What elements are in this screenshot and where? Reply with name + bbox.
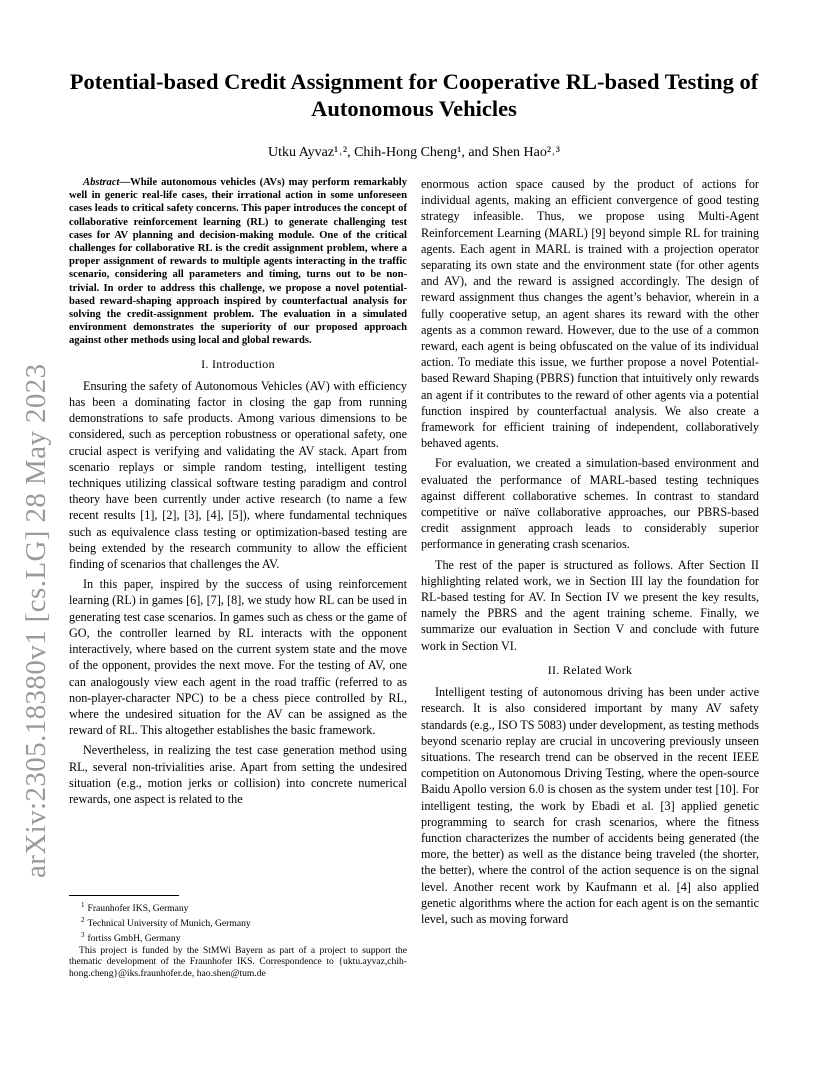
intro-paragraph-1: Ensuring the safety of Autonomous Vehicles (AV) with efficiency has been a dominating factor in closing the gap from running demonstrations to safe products. Among various dimensions to be considered, such as perception robustness or operational safety, one crucial aspect is verifying and validating the AV stack. Apart from scenario replays or simple random testing, intelligent testing techniques utilizing classical software testing paradigm and control theory have been currently under active research (to name a few recent results [1], [2], [3], [4], [5]), where fundamental techniques such as equivalence class testing or optimization-based testing are being extended by the research community to allow the efficient finding of scenarios that challenges the AV.: [69, 378, 407, 572]
intro-paragraph-5: For evaluation, we created a simulation-based environment and evaluated the performance of MARL-based testing techniques against different collaborative schemes. In contrast to standard competitive or naïve collaborative approaches, our PBRS-based credit assignment approach leads to considerably superior performance in generating crash scenarios.: [421, 456, 759, 552]
intro-paragraph-6: The rest of the paper is structured as follows. After Section II highlighting related work, we in Section III lay the foundation for RL-based testing for AV. In Section IV we present the key results, namely the PBRS and the agent training scheme. Finally, we summarize our evaluation in Section V and conclude with future work in Section VI.: [421, 557, 759, 653]
abstract-text: —While autonomous vehicles (AVs) may perform remarkably well in generic real-life cases, their irrational action in some unforeseen cases leads to critical safety concerns. This paper introduces the concept of collaborative reinforcement learning (RL) to generate challenging test cases for AV planning and decision-making module. One of the critical challenges for collaborative RL is the credit assignment problem, where a proper assignment of rewards to multiple agents interacting in the traffic scenario, considering all parameters and timing, turns out to be non-trivial. In order to address this challenge, we propose a novel potential-based reward-shaping approach inspired by counterfactual analysis for solving the credit-assignment problem. The evaluation in a simulated environment demonstrates the superiority of our proposed approach against other methods using local and global rewards.: [69, 177, 407, 347]
footnote-2: $^2$ Technical University of Munich, Germany: [81, 915, 251, 930]
related-work-paragraph-1: Intelligent testing of autonomous driving has been under active research. It is also considered important by many AV safety standards (e.g., ISO TS 5083) under development, as testing methods beyond scenario replay are crucial in uncovering previously unseen situations. The research trend can be observed in the recent IEEE competition on Autonomous Driving Testing, where the open-source Baidu Apollo version 6.0 is chosen as the system under test [10]. For intelligent testing, the work by Ebadi et al. [3] applied genetic programming to search for crash scenarios, where the fitness function characterizes the number of accidents being generated (the more, the better) as well as the distance being traveled (the shorter, the better), where the control of the action sequence is on the signal level. Another recent work by Kaufmann et al. [4] also applied genetic algorithms where the action for each agent is on the semantic level, such as moving forward: [421, 685, 759, 926]
footnote-rule: [69, 895, 179, 896]
paper-title: Potential-based Credit Assignment for Cooperative RL-based Testing of Autonomous Vehicles: [69, 69, 759, 121]
footnote-3: $^3$ fortiss GmbH, Germany: [81, 930, 181, 944]
footnote-1: $^1$ Fraunhofer IKS, Germany: [81, 901, 189, 915]
section-heading-introduction: I. Introduction: [201, 356, 275, 371]
section-heading-related-work: II. Related Work: [547, 662, 633, 677]
abstract-label: Abstract: [83, 177, 120, 188]
right-column: [421, 176, 759, 931]
intro-paragraph-2: In this paper, inspired by the success of using reinforcement learning (RL) in games [6], [7], [8], we study how RL can be used in generating test case scenarios. In games such as chess or the game of GO, the controller learned by RL interacts with the opponent interactively, where based on the current system state and the move of the opponent, provides the next move. For the testing of AV, one can analogously view each agent in the road traffic (referred to as non-player-character NPC) to be a chess piece controlled by RL, where the undesired situation for the AV can be assigned as the reward of RL. This altogether establishes the basic framework.: [69, 577, 407, 738]
footnotes: [69, 895, 407, 980]
funding-note: This project is funded by the StMWi Bayern as part of a project to support the thematic development of the Fraunhofer IKS. Correspondence to {uktu.ayvaz,chih-hong.cheng}@iks.fraunhofer.de, hao.shen@tum.de: [69, 944, 407, 980]
intro-paragraph-4: enormous action space caused by the product of actions for individual agents, making an efficient convergence of good testing strategy infeasible. Thus, we propose using Multi-Agent Reinforcement Learning (MARL) [9] beyond simple RL for training agents. Each agent in MARL is trained with a projection operator separating its own state and the environment state (for other agents and AV), and the reward is assigned accordingly. The design of reward assignment thus changes the agent’s behavior, wherein in a fully cooperative setup, an agent shares its reward with the other agents as a common reward. However, due to the use of a common reward, each agent is being obfuscated on the value of its individual action. To mediate this issue, we further propose a novel Potential-based Reward Shaping (PBRS) function that intuitively only rewards an agent if it contributes to the reward of other agents via a potential function inspired by counterfactual analysis. We also create a framework for efficient training of independent, collaboratively behaved agents.: [421, 177, 759, 451]
left-column: [69, 176, 407, 811]
abstract: [69, 176, 407, 348]
arxiv-stamp[interactable]: arXiv:2305.18380v1 [cs.LG] 28 May 2023: [20, 363, 52, 878]
author-list: Utku Ayvaz¹˒², Chih-Hong Cheng¹, and Shen Hao²˒³: [268, 145, 560, 160]
intro-paragraph-3: Nevertheless, in realizing the test case generation method using RL, several non-trivialities arise. Apart from setting the undesired situation (e.g., motion jerks or collision) into concrete numerical rewards, one aspect is related to the: [69, 743, 407, 806]
